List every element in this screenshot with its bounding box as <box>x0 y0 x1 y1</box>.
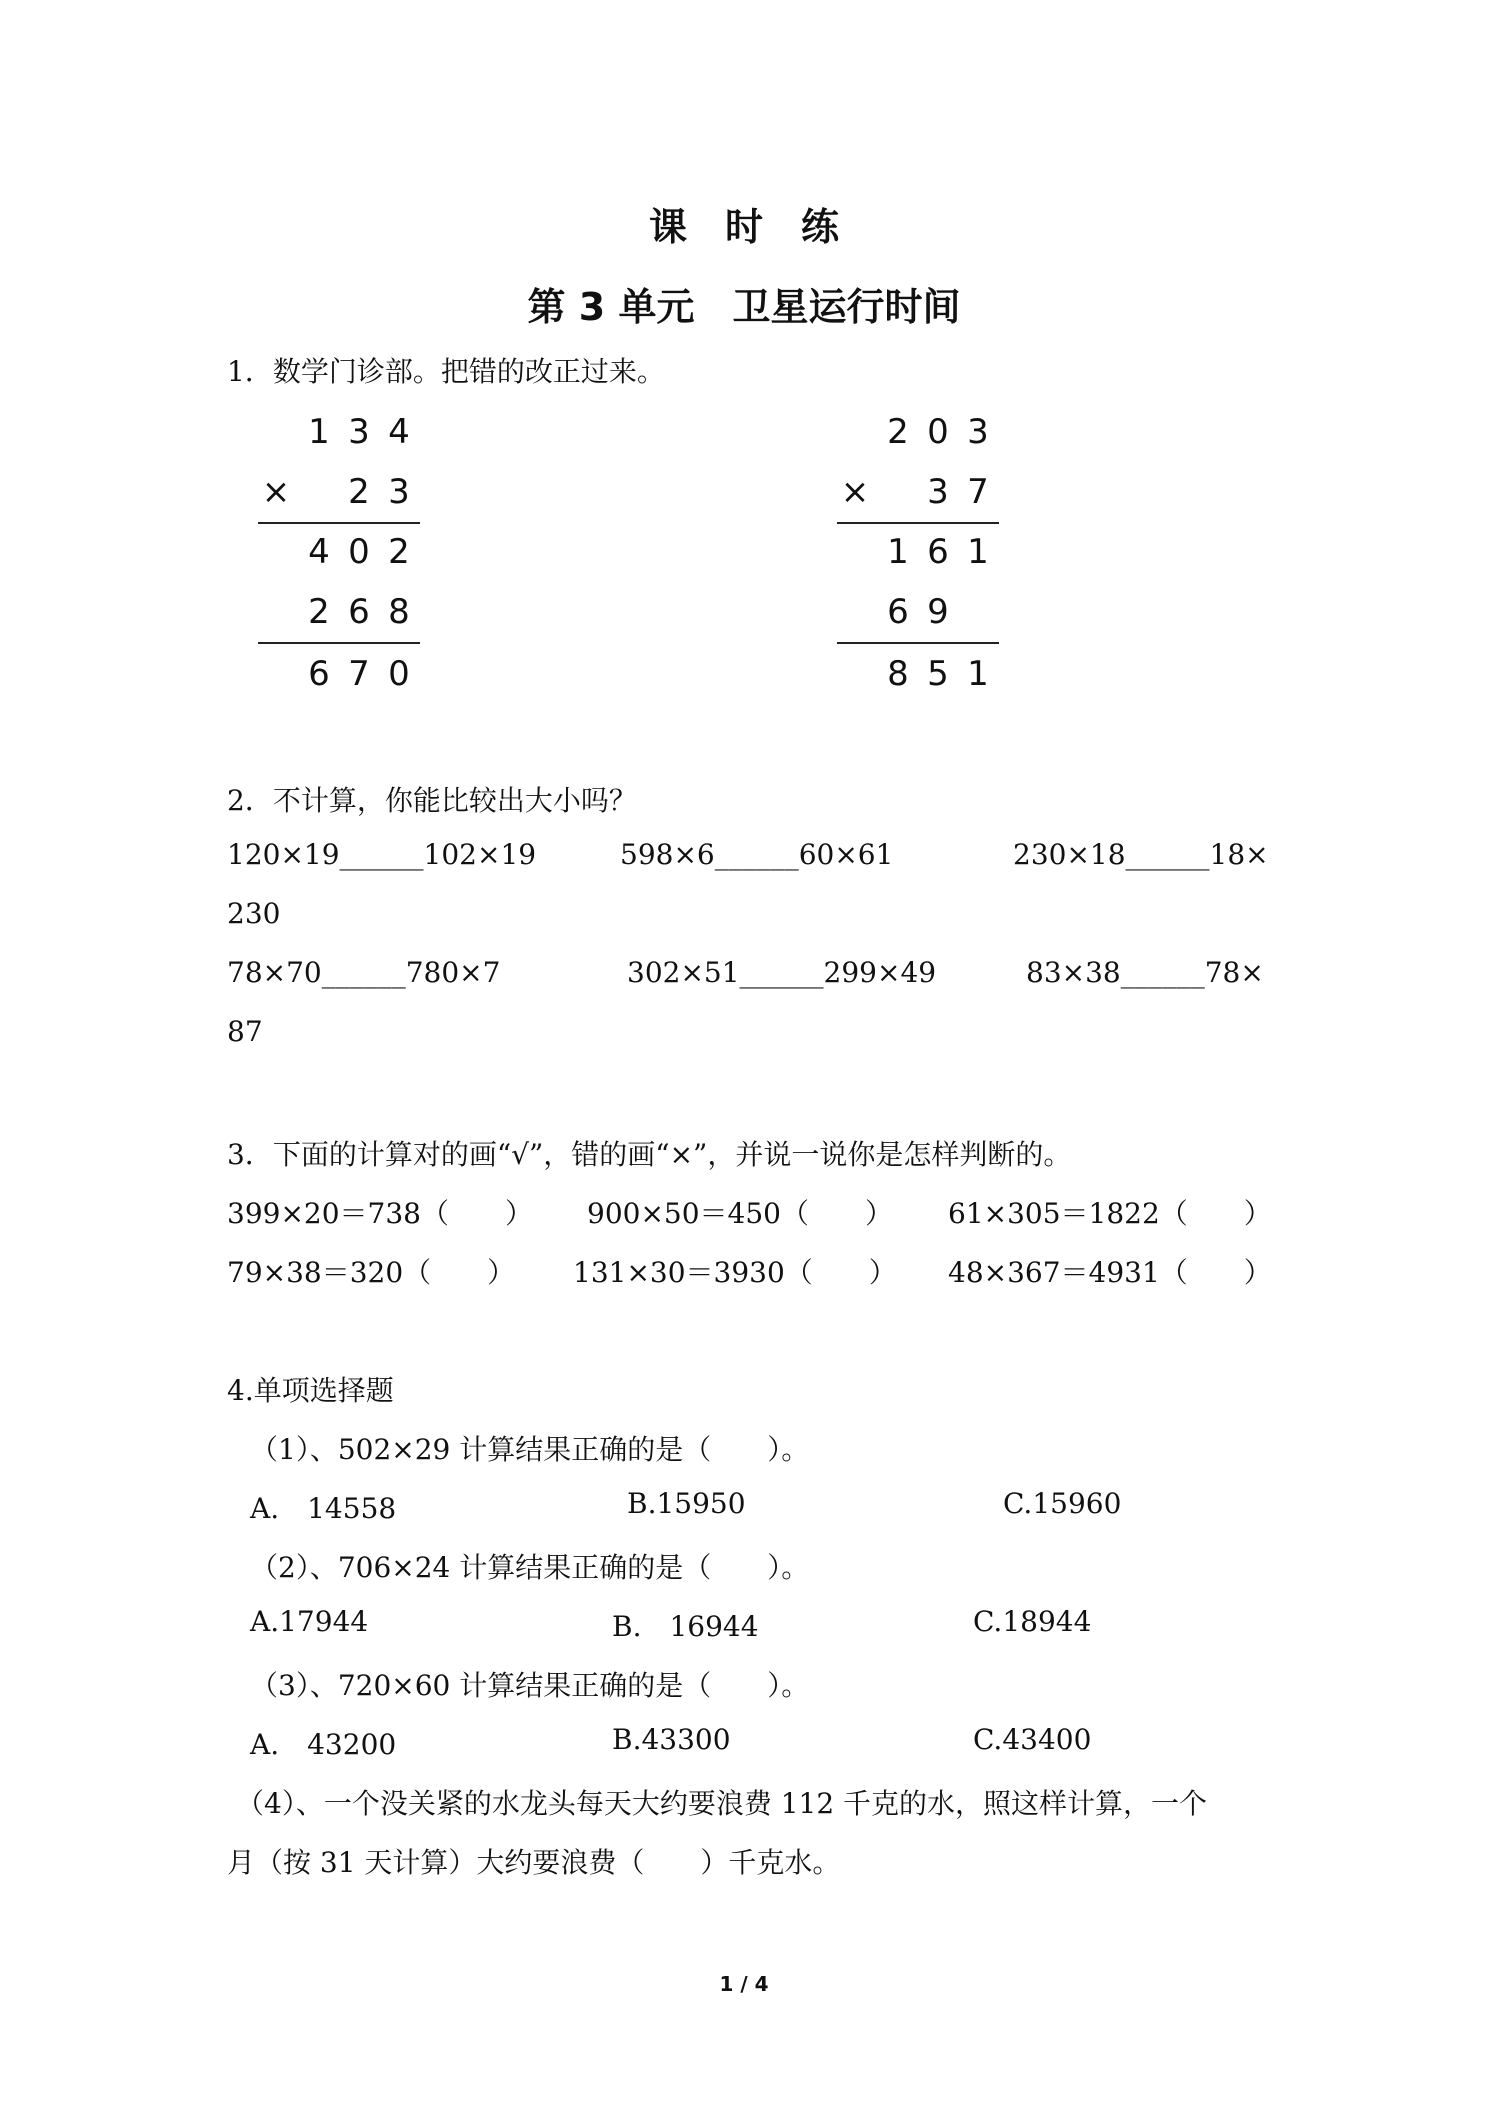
times-sign: × <box>840 472 870 512</box>
q2-item: 230×18______18× <box>1013 838 1269 871</box>
q4-option: C.18944 <box>973 1605 1092 1638</box>
q2-prompt: 2．不计算，你能比较出大小吗？ <box>227 784 637 817</box>
q4-option: B.43300 <box>612 1723 731 1756</box>
q2-item-wrap: 230 <box>227 897 281 930</box>
q4-sub-question: （3）、720×60 计算结果正确的是（ ）。 <box>250 1669 810 1702</box>
digit: 7 <box>348 654 370 694</box>
q3-item: 61×305＝1822（ ） <box>948 1197 1272 1230</box>
q1-prompt: 1．数学门诊部。把错的改正过来。 <box>227 355 665 388</box>
digit: 1 <box>967 532 989 572</box>
digit: 9 <box>927 592 949 632</box>
rule-line <box>837 522 999 524</box>
q3-item: 131×30＝3930（ ） <box>573 1256 897 1289</box>
digit: 6 <box>348 592 370 632</box>
digit: 0 <box>348 532 370 572</box>
q4-option: C.15960 <box>1003 1487 1122 1520</box>
digit: 2 <box>388 532 410 572</box>
q3-item: 79×38＝320（ ） <box>227 1256 516 1289</box>
digit: 0 <box>927 412 949 452</box>
digit: 1 <box>967 654 989 694</box>
digit: 3 <box>388 472 410 512</box>
digit: 1 <box>308 412 330 452</box>
digit: 6 <box>887 592 909 632</box>
digit: 2 <box>348 472 370 512</box>
q4-option: B.15950 <box>627 1487 746 1520</box>
q4-sub-question-cont: 月（按 31 天计算）大约要浪费（ ）千克水。 <box>227 1846 841 1879</box>
times-sign: × <box>261 472 291 512</box>
q2-item-wrap: 87 <box>227 1015 263 1048</box>
q4-prompt: 4.单项选择题 <box>227 1374 394 1407</box>
page-number: 1 / 4 <box>719 1972 769 1996</box>
digit: 4 <box>308 532 330 572</box>
q3-item: 900×50＝450（ ） <box>587 1197 893 1230</box>
q3-prompt: 3．下面的计算对的画“√”，错的画“×”，并说一说你是怎样判断的。 <box>227 1138 1072 1171</box>
q2-item: 120×19______102×19 <box>227 838 537 871</box>
q3-item: 399×20＝738（ ） <box>227 1197 533 1230</box>
digit: 1 <box>887 532 909 572</box>
digit: 3 <box>348 412 370 452</box>
digit: 2 <box>887 412 909 452</box>
digit: 7 <box>967 472 989 512</box>
digit: 3 <box>927 472 949 512</box>
q2-item: 302×51______299×49 <box>627 956 937 989</box>
rule-line <box>258 522 420 524</box>
q4-option: A. 43200 <box>250 1728 397 1761</box>
q3-item: 48×367＝4931（ ） <box>948 1256 1272 1289</box>
q4-option: A.17944 <box>250 1605 369 1638</box>
q4-sub-question: （4）、一个没关紧的水龙头每天大约要浪费 112 千克的水，照这样计算，一个 <box>236 1787 1208 1820</box>
rule-line <box>258 642 420 644</box>
q4-sub-question: （2）、706×24 计算结果正确的是（ ）。 <box>250 1551 810 1584</box>
q2-item: 78×70______780×7 <box>227 956 501 989</box>
q4-option: A. 14558 <box>250 1492 397 1525</box>
q4-option: B. 16944 <box>612 1610 759 1643</box>
unit-subtitle: 第 3 单元 卫星运行时间 <box>527 285 961 329</box>
q4-option: C.43400 <box>973 1723 1092 1756</box>
rule-line <box>837 642 999 644</box>
digit: 8 <box>388 592 410 632</box>
q4-sub-question: （1）、502×29 计算结果正确的是（ ）。 <box>250 1433 810 1466</box>
digit: 8 <box>887 654 909 694</box>
digit: 6 <box>308 654 330 694</box>
digit: 3 <box>967 412 989 452</box>
page-title: 课 时 练 <box>648 205 839 249</box>
digit: 0 <box>388 654 410 694</box>
digit: 6 <box>927 532 949 572</box>
digit: 2 <box>308 592 330 632</box>
q2-item: 598×6______60×61 <box>620 838 894 871</box>
digit: 4 <box>388 412 410 452</box>
q2-item: 83×38______78× <box>1026 956 1264 989</box>
digit: 5 <box>927 654 949 694</box>
